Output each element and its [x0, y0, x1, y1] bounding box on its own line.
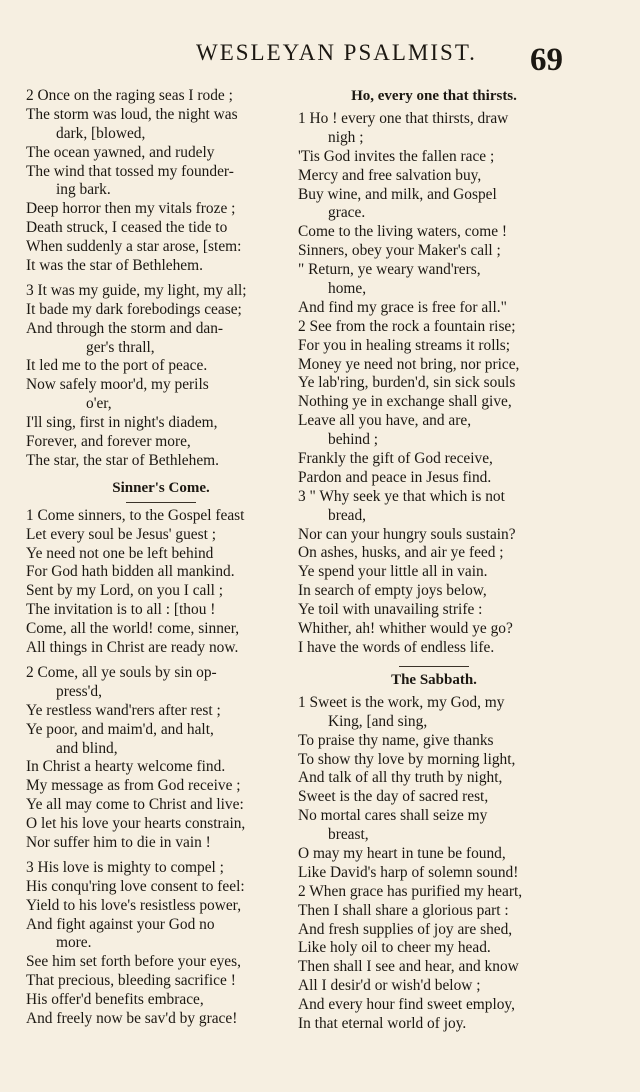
running-title: WESLEYAN PSALMIST.: [196, 40, 477, 65]
verse-line: To show thy love by morning light,: [298, 750, 516, 768]
page-number: 69: [530, 42, 563, 78]
left-column: [26, 87, 296, 1029]
verse-line: And through the storm and dan-: [26, 319, 224, 337]
verse-line: And fight against your God no: [26, 915, 215, 933]
verse-line: 3 " Why seek ye that which is not: [298, 487, 505, 505]
verse-line: And freely now be sav'd by grace!: [26, 1009, 238, 1027]
hymn-sinners-come: [26, 507, 296, 1029]
verse-line: Pardon and peace in Jesus find.: [298, 468, 492, 486]
verse-line: Ye lab'ring, burden'd, sin sick souls: [298, 374, 516, 392]
verse-line: O may my heart in tune be found,: [298, 844, 506, 862]
verse-line: The ocean yawned, and rudely: [26, 143, 215, 161]
verse-line: Ye need not one be left behind: [26, 544, 214, 562]
verse-line: His conqu'ring love consent to feel:: [26, 877, 245, 895]
verse-line: In Christ a hearty welcome find.: [26, 758, 226, 776]
verse-line: Frankly the gift of God receive,: [298, 450, 493, 468]
verse-line: o'er,: [86, 395, 112, 413]
verse-line: 2 Once on the raging seas I rode ;: [26, 87, 233, 104]
verse-line: Let every soul be Jesus' guest ;: [26, 525, 216, 543]
verse-line: Like holy oil to cheer my head.: [298, 939, 491, 957]
verse-line: Then shall I see and hear, and know: [298, 958, 519, 976]
verse-line: His offer'd benefits embrace,: [26, 991, 204, 1009]
verse-line: grace.: [328, 204, 366, 222]
verse-line: All things in Christ are ready now.: [26, 639, 239, 657]
verse-line: Nothing ye in exchange shall give,: [298, 393, 512, 411]
hymn-title-ho-every-one: Ho, every one that thirsts.: [351, 88, 517, 104]
verse-line: On ashes, husks, and air ye feed ;: [298, 544, 504, 562]
verse-line: 3 It was my guide, my light, my all;: [26, 281, 247, 299]
verse-line: 'Tis God invites the fallen race ;: [298, 147, 495, 165]
verse-line: O let his love your hearts constrain,: [26, 815, 246, 833]
title-rule: [399, 666, 469, 667]
verse-line: Forever, and forever more,: [26, 433, 191, 451]
verse-line: ing bark.: [56, 181, 111, 199]
verse-line: Money ye need not bring, nor price,: [298, 355, 520, 373]
verse-line: 1 Ho ! every one that thirsts, draw: [298, 110, 509, 127]
verse-line: Come to the living waters, come !: [298, 223, 508, 241]
verse-line: more.: [56, 934, 92, 952]
verse-line: The wind that tossed my founder-: [26, 162, 234, 180]
verse-line: Then I shall share a glorious part :: [298, 901, 509, 919]
verse-line: " Return, ye weary wand'rers,: [298, 261, 481, 279]
verse-line: Like David's harp of solemn sound!: [298, 863, 519, 881]
verse-line: and blind,: [56, 739, 118, 757]
verse-line: 2 When grace has purified my heart,: [298, 882, 523, 900]
verse-line: Ye spend your little all in vain.: [298, 563, 488, 581]
verse-line: Nor suffer him to die in vain !: [26, 833, 211, 851]
verse-line: Sent by my Lord, on you I call ;: [26, 582, 224, 600]
verse-line: home,: [328, 280, 367, 298]
verse-line: 1 Come sinners, to the Gospel feast: [26, 506, 245, 524]
verse-line: And every hour find sweet employ,: [298, 996, 515, 1014]
verse-line: Buy wine, and milk, and Gospel: [298, 185, 497, 203]
verse-line: Ye all may come to Christ and live:: [26, 796, 244, 814]
verse-line: The star, the star of Bethlehem.: [26, 451, 219, 469]
verse-line: Ye poor, and maim'd, and halt,: [26, 720, 214, 738]
verse-line: And talk of all thy truth by night,: [298, 769, 503, 787]
verse-line: I have the words of endless life.: [298, 638, 495, 656]
verse-line: No mortal cares shall seize my: [298, 807, 488, 825]
verse-line: When suddenly a star arose, [stem:: [26, 238, 242, 256]
verse-line: Ye restless wand'rers after rest ;: [26, 701, 221, 719]
verse-line: ger's thrall,: [86, 338, 155, 356]
verse-line: 2 See from the rock a fountain rise;: [298, 317, 516, 335]
verse-line: Yield to his love's resistless power,: [26, 896, 242, 914]
right-column: [298, 87, 570, 1034]
verse-line: Whither, ah! whither would ye go?: [298, 620, 513, 638]
verse-line: In that eternal world of joy.: [298, 1014, 467, 1032]
verse-line: See him set forth before your eyes,: [26, 953, 241, 971]
hymn-once-on-raging-seas: [26, 87, 296, 471]
verse-line: nigh ;: [328, 128, 364, 146]
verse-line: The invitation is to all : [thou !: [26, 601, 216, 619]
verse-line: It bade my dark forebodings cease;: [26, 300, 242, 318]
verse-line: 1 Sweet is the work, my God, my: [298, 693, 505, 711]
verse-line: behind ;: [328, 431, 379, 449]
hymn-the-sabbath: [298, 694, 570, 1034]
verse-line: Nor can your hungry souls sustain?: [298, 525, 516, 543]
verse-line: Mercy and free salvation buy,: [298, 166, 482, 184]
verse-line: Sweet is the day of sacred rest,: [298, 788, 489, 806]
verse-line: Come, all the world! come, sinner,: [26, 620, 240, 638]
verse-line: It was the star of Bethlehem.: [26, 257, 203, 275]
verse-line: And find my grace is free for all.": [298, 298, 507, 316]
verse-line: My message as from God receive ;: [26, 777, 241, 795]
verse-line: dark, [blowed,: [56, 124, 146, 142]
title-rule: [126, 502, 196, 503]
verse-line: Deep horror then my vitals froze ;: [26, 200, 236, 218]
hymn-title-the-sabbath: The Sabbath.: [391, 671, 477, 688]
verse-line: bread,: [328, 506, 367, 524]
verse-line: It led me to the port of peace.: [26, 357, 208, 375]
verse-line: The storm was loud, the night was: [26, 105, 238, 123]
verse-line: Leave all you have, and are,: [298, 412, 472, 430]
hymn-title-sinners-come: Sinner's Come.: [112, 479, 210, 496]
verse-line: King, [and sing,: [328, 712, 428, 730]
verse-line: In search of empty joys below,: [298, 582, 487, 600]
verse-line: 3 His love is mighty to compel ;: [26, 858, 224, 876]
verse-line: Sinners, obey your Maker's call ;: [298, 242, 501, 260]
verse-line: For you in healing streams it rolls;: [298, 336, 511, 354]
verse-line: To praise thy name, give thanks: [298, 731, 494, 749]
verse-line: For God hath bidden all mankind.: [26, 563, 235, 581]
verse-line: Death struck, I ceased the tide to: [26, 219, 228, 237]
hymn-ho-every-one: [298, 110, 570, 658]
verse-line: That precious, bleeding sacrifice !: [26, 972, 236, 990]
verse-line: 2 Come, all ye souls by sin op-: [26, 663, 217, 681]
verse-line: All I desir'd or wish'd below ;: [298, 977, 481, 995]
verse-line: And fresh supplies of joy are shed,: [298, 920, 513, 938]
verse-line: press'd,: [56, 682, 102, 700]
verse-line: breast,: [328, 826, 369, 844]
verse-line: I'll sing, first in night's diadem,: [26, 414, 218, 432]
verse-line: Now safely moor'd, my perils: [26, 376, 209, 394]
verse-line: Ye toil with unavailing strife :: [298, 601, 483, 619]
